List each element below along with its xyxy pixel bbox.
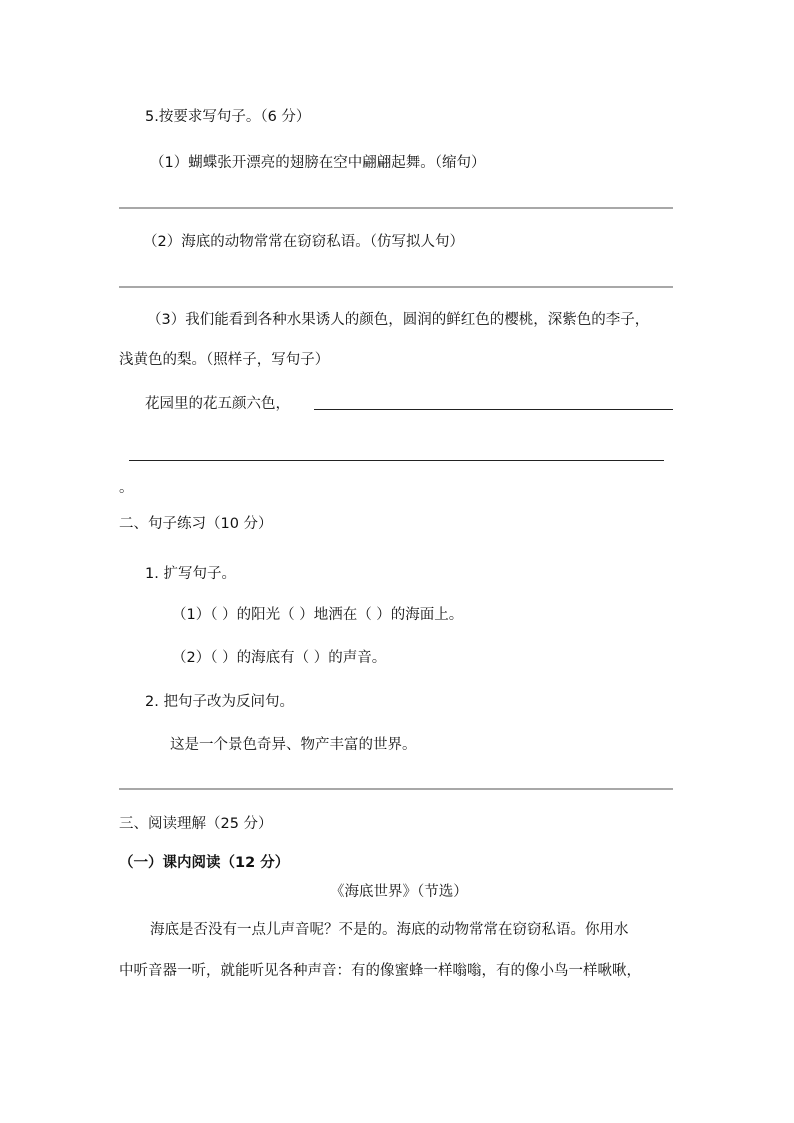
answer-line-3 (119, 788, 673, 790)
s2-q2-title: 2. 把句子改为反问句。 (145, 694, 294, 710)
s2-q1-line2: （2）（ ）的海底有（ ）的声音。 (172, 650, 387, 666)
fill-blank-line-1 (314, 409, 673, 410)
q5-item3-line1: （3）我们能看到各种水果诱人的颜色，圆润的鲜红色的樱桃，深紫色的李子， (147, 312, 650, 328)
q5-item3-prompt: 花园里的花五颜六色， (145, 396, 290, 412)
q5-item1: （1）蝴蝶张开漂亮的翅膀在空中翩翩起舞。（缩句） (150, 155, 486, 171)
fill-blank-line-2 (129, 460, 664, 461)
answer-line-2 (119, 286, 673, 288)
section2-title: 二、句子练习（10 分） (119, 516, 273, 532)
passage-line1: 海底是否没有一点儿声音呢？不是的。海底的动物常常在窃窃私语。你用水 (150, 922, 629, 938)
passage-line2: 中听音器一听，就能听见各种声音：有的像蜜蜂一样嗡嗡，有的像小鸟一样啾啾， (119, 963, 641, 979)
q5-item2: （2）海底的动物常常在窃窃私语。（仿写拟人句） (143, 234, 464, 250)
s2-q2-sentence: 这是一个景色奇异、物产丰富的世界。 (170, 737, 417, 753)
s2-q1-line1: （1）（ ）的阳光（ ）地洒在（ ）的海面上。 (172, 607, 464, 623)
s2-q1-title: 1. 扩写句子。 (145, 566, 236, 582)
q5-item3-end: 。 (119, 480, 134, 496)
section3-title: 三、阅读理解（25 分） (119, 816, 273, 832)
passage-title: 《海底世界》（节选） (330, 884, 468, 900)
q5-item3-line2: 浅黄色的梨。（照样子，写句子） (119, 352, 330, 368)
s3-part1-title: （一）课内阅读（12 分） (119, 855, 290, 871)
answer-line-1 (119, 207, 673, 209)
q5-title: 5.按要求写句子。（6 分） (145, 109, 311, 125)
